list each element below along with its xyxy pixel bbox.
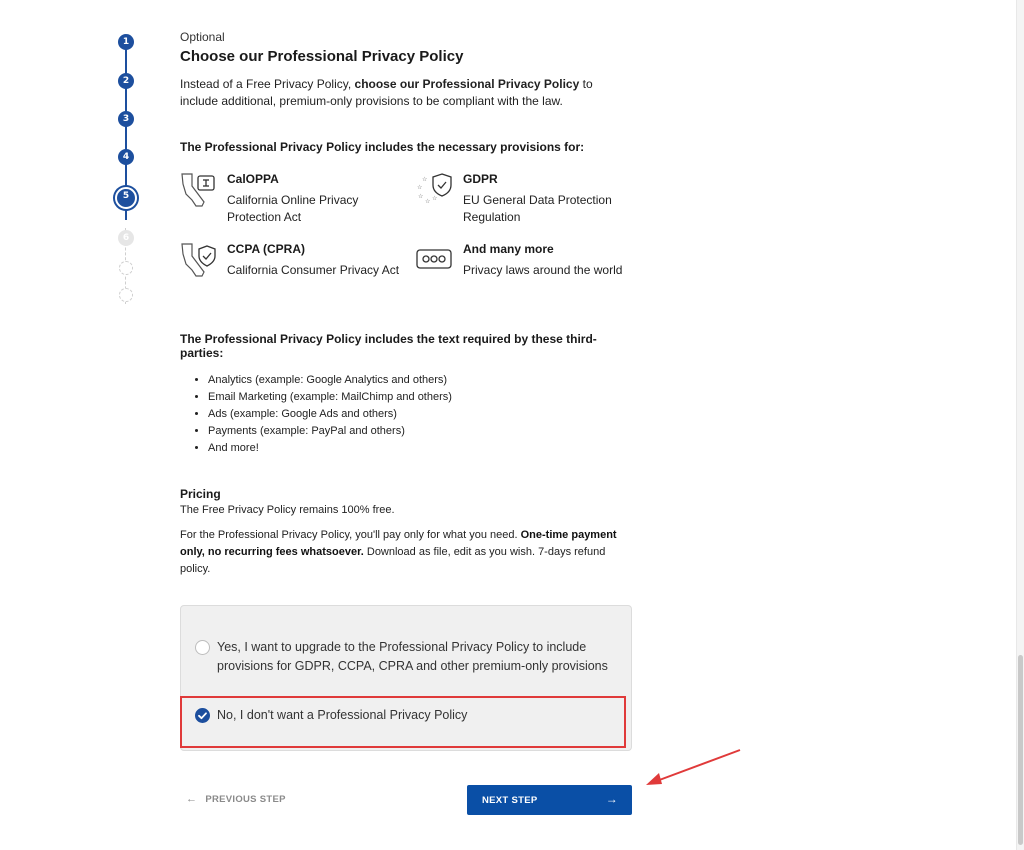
law-description: California Online Privacy Protection Act bbox=[227, 193, 359, 224]
step-3[interactable]: 3 bbox=[118, 111, 134, 127]
arrow-right-icon: → bbox=[605, 792, 618, 806]
third-parties-heading: The Professional Privacy Policy includes the text required by these third-parties: bbox=[180, 332, 597, 360]
svg-text:☆: ☆ bbox=[425, 199, 431, 205]
law-description: California Consumer Privacy Act bbox=[227, 263, 400, 277]
list-item: • Email Marketing (example: MailChimp and others) bbox=[208, 389, 632, 406]
intro-text: Instead of a Free Privacy Policy, choose our Professional Privacy Policy to include additional, premium-only provisions to be compliant with the law. bbox=[180, 77, 593, 108]
more-dots-icon bbox=[416, 242, 456, 278]
step-6: 6 bbox=[118, 230, 134, 246]
list-item: • Ads (example: Google Ads and others) bbox=[208, 406, 632, 423]
third-parties-list bbox=[180, 372, 632, 457]
previous-step-button[interactable] bbox=[186, 793, 286, 805]
step-2[interactable]: 2 bbox=[118, 73, 134, 89]
optional-label: Optional bbox=[180, 30, 225, 44]
eu-shield-icon bbox=[416, 172, 456, 208]
annotation-highlight-box bbox=[180, 696, 626, 748]
option-no-label[interactable]: No, I don't want a Professional Privacy Policy bbox=[217, 708, 468, 722]
provisions-grid bbox=[180, 172, 632, 302]
annotation-arrow-icon bbox=[640, 745, 745, 790]
law-title: And many more bbox=[463, 242, 554, 256]
radio-yes[interactable] bbox=[195, 640, 210, 655]
list-item: • Analytics (example: Google Analytics and others) bbox=[208, 372, 632, 389]
law-description: EU General Data Protection Regulation bbox=[463, 193, 612, 224]
svg-text:☆: ☆ bbox=[422, 177, 428, 183]
step-5-current: 5 bbox=[115, 187, 137, 209]
svg-text:☆: ☆ bbox=[418, 194, 424, 200]
law-title: GDPR bbox=[463, 172, 498, 186]
california-shield-icon bbox=[180, 242, 220, 278]
law-title: CCPA (CPRA) bbox=[227, 242, 305, 256]
list-item: • And more! bbox=[208, 440, 632, 457]
law-description: Privacy laws around the world bbox=[463, 263, 623, 277]
next-step-button[interactable] bbox=[467, 785, 632, 815]
previous-step-label: PREVIOUS STEP bbox=[205, 794, 286, 805]
main-content bbox=[180, 30, 632, 578]
scrollbar-thumb[interactable] bbox=[1018, 655, 1023, 845]
pricing-description: For the Professional Privacy Policy, you'll pay only for what you need. One-time payment only, no recurring fees whatsoever. Download as file, edit as you wish. 7-days refund policy. bbox=[180, 529, 617, 575]
step-8 bbox=[119, 288, 133, 302]
pricing-free-note: The Free Privacy Policy remains 100% free. bbox=[180, 504, 395, 516]
svg-text:☆: ☆ bbox=[417, 185, 423, 191]
provisions-heading: The Professional Privacy Policy includes the necessary provisions for: bbox=[180, 140, 585, 154]
progress-stepper bbox=[116, 32, 136, 307]
pricing-heading: Pricing bbox=[180, 487, 221, 501]
california-document-icon bbox=[180, 172, 220, 208]
page-title: Choose our Professional Privacy Policy bbox=[180, 48, 464, 65]
arrow-left-icon: ← bbox=[186, 793, 198, 805]
step-7 bbox=[119, 261, 133, 275]
list-item: • Payments (example: PayPal and others) bbox=[208, 423, 632, 440]
next-step-label: NEXT STEP bbox=[482, 795, 538, 806]
law-title: CalOPPA bbox=[227, 172, 279, 186]
step-4[interactable]: 4 bbox=[118, 149, 134, 165]
step-1[interactable]: 1 bbox=[118, 34, 134, 50]
svg-text:☆: ☆ bbox=[432, 196, 438, 202]
option-yes-label[interactable]: Yes, I want to upgrade to the Professional Privacy Policy to include provisions for GDPR, CCPA, CPRA and other premium-only provisions bbox=[217, 640, 608, 673]
